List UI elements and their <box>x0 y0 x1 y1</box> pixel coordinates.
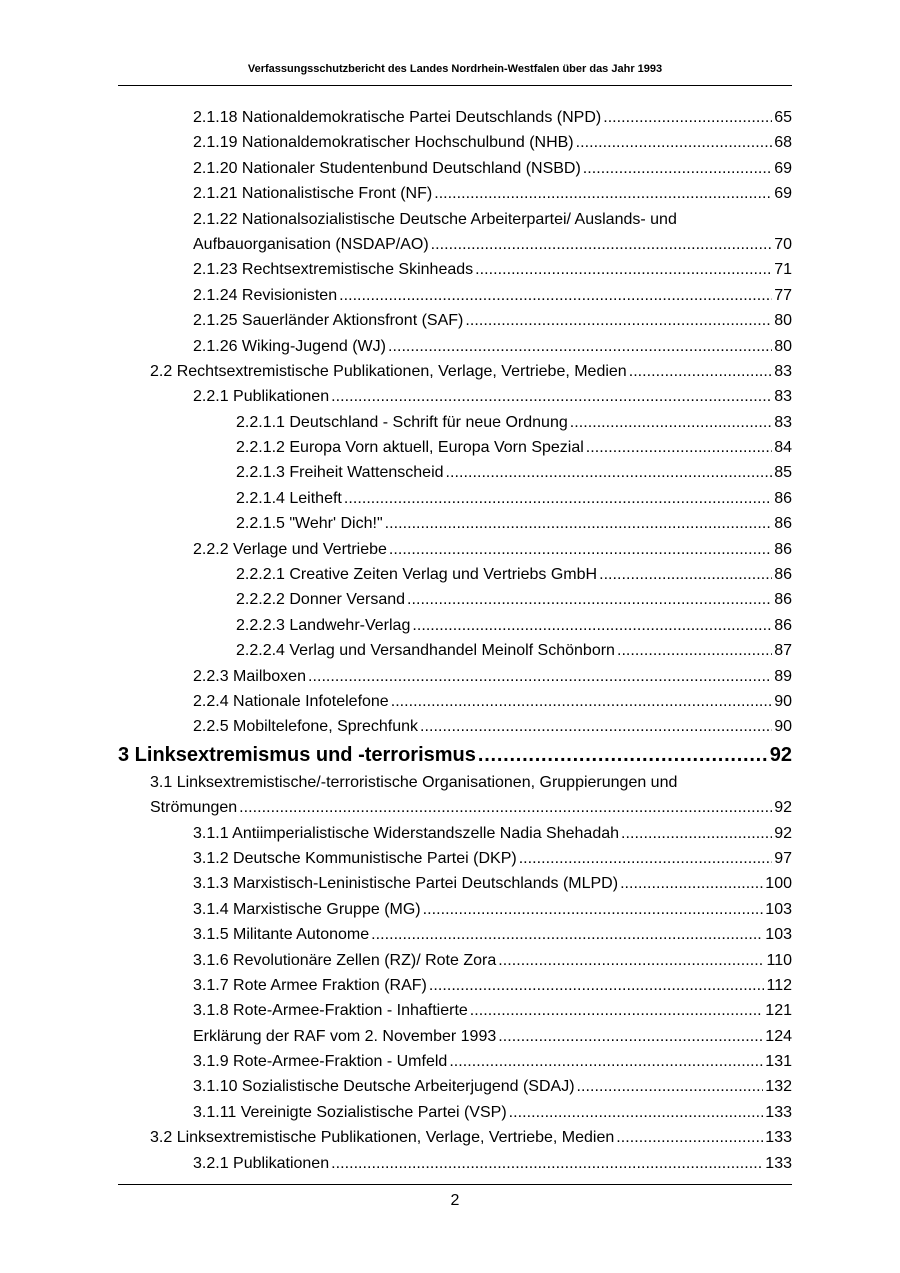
toc-entry-page: 112 <box>766 976 792 994</box>
toc-entry-title: 3.1.7 Rote Armee Fraktion (RAF) <box>193 976 427 994</box>
toc-entry <box>0 1074 792 1099</box>
toc-entry-title: 2.2.4 Nationale Infotelefone <box>193 693 389 710</box>
dot-leader <box>621 821 772 846</box>
toc-entry <box>0 638 792 663</box>
toc-entry-page: 83 <box>774 413 792 431</box>
toc-entry <box>0 460 792 485</box>
toc-entry <box>0 181 792 206</box>
toc-entry-title: 2.1.24 Revisionisten <box>193 286 338 304</box>
toc-entry <box>0 770 792 821</box>
toc-entry-page: 69 <box>774 185 792 203</box>
toc-entry <box>0 1049 792 1074</box>
toc-entry-title: Erklärung der RAF vom 2. November 1993 <box>193 1027 497 1045</box>
toc-entry <box>0 207 792 258</box>
toc-entry-title: Aufbauorganisation (NSDAP/AO) <box>193 235 429 253</box>
dot-leader <box>478 740 768 770</box>
toc-entry-title: 2.2 Rechtsextremistische Publikationen, Verlage, Vertriebe, Medien <box>150 362 627 380</box>
toc-entry-page: 86 <box>774 591 792 609</box>
toc-entry-page: 133 <box>765 1154 792 1172</box>
toc-entry-title: 2.2.1.1 Deutschland - Schrift für neue Ordnung <box>236 413 568 431</box>
dot-leader <box>239 795 772 820</box>
dot-leader <box>603 105 772 130</box>
toc-entry <box>0 486 792 511</box>
footer-rule <box>118 1184 792 1185</box>
toc-entry <box>0 664 792 689</box>
toc-entry <box>0 897 792 922</box>
toc-entry-page: 103 <box>765 926 792 944</box>
toc-entry-title: 3.1.1 Antiimperialistische Widerstandszelle Nadia Shehadah <box>193 824 620 842</box>
toc-entry-page: 100 <box>765 875 792 893</box>
toc-entry-title: 2.2.1.2 Europa Vorn aktuell, Europa Vorn Spezial <box>236 439 584 457</box>
dot-leader <box>407 587 772 612</box>
dot-leader <box>431 232 773 257</box>
dot-leader <box>570 410 772 435</box>
toc-entry <box>0 922 792 947</box>
toc-entry-page: 69 <box>774 159 792 177</box>
toc-entry-page: 132 <box>765 1078 792 1096</box>
dot-leader <box>331 1151 763 1176</box>
dot-leader <box>498 948 764 973</box>
dot-leader <box>449 1049 763 1074</box>
toc-entry <box>0 156 792 181</box>
toc-entry <box>0 871 792 896</box>
toc-entry <box>0 257 792 282</box>
toc-entry-title: 2.1.25 Sauerländer Aktionsfront (SAF) <box>193 312 464 330</box>
dot-leader <box>583 156 772 181</box>
dot-leader <box>599 562 772 587</box>
dot-leader <box>446 460 773 485</box>
toc-entry-title: 2.2.1.3 Freiheit Wattenscheid <box>236 464 444 482</box>
dot-leader <box>344 486 772 511</box>
dot-leader <box>420 714 772 739</box>
dot-leader <box>388 334 772 359</box>
toc-entry-title: 2.2.2 Verlage und Vertriebe <box>193 540 387 558</box>
dot-leader <box>498 1024 763 1049</box>
toc-entry-page: 86 <box>774 616 792 634</box>
toc-entry <box>0 562 792 587</box>
dot-leader <box>616 1125 763 1150</box>
toc-entry-page: 86 <box>774 515 792 533</box>
toc-entry <box>0 998 792 1023</box>
toc-entry-page: 110 <box>766 951 792 969</box>
toc-entry-page: 89 <box>774 667 792 685</box>
toc-entry <box>0 105 792 130</box>
toc-entry-page: 133 <box>765 1103 792 1121</box>
toc-entry <box>0 537 792 562</box>
toc-entry-title: 2.1.26 Wiking-Jugend (WJ) <box>193 337 386 355</box>
toc-entry-title: 3 Linksextremismus und -terrorismus <box>118 743 476 766</box>
toc-entry-page: 71 <box>774 261 792 279</box>
toc-entry <box>0 1151 792 1176</box>
dot-leader <box>429 973 765 998</box>
toc-entry-title: 2.2.2.2 Donner Versand <box>236 591 406 609</box>
dot-leader <box>371 922 763 947</box>
toc-entry-title: 2.2.1 Publikationen <box>193 388 330 406</box>
toc-entry <box>0 1125 792 1150</box>
table-of-contents <box>0 105 900 1176</box>
dot-leader <box>629 359 773 384</box>
toc-entry-page: 131 <box>765 1053 792 1071</box>
toc-entry-page: 87 <box>774 642 792 660</box>
toc-entry <box>0 587 792 612</box>
toc-entry-title: 3.1.10 Sozialistische Deutsche Arbeiterjugend (SDAJ) <box>193 1078 575 1096</box>
toc-entry-title: 3.2 Linksextremistische Publikationen, Verlage, Vertriebe, Medien <box>150 1129 615 1147</box>
toc-entry-title: 2.1.20 Nationaler Studentenbund Deutschland (NSBD) <box>193 159 581 177</box>
dot-leader <box>470 998 764 1023</box>
toc-entry-page: 70 <box>774 235 792 253</box>
toc-entry-page: 133 <box>765 1129 792 1147</box>
toc-entry-page: 84 <box>774 439 792 457</box>
toc-entry <box>0 130 792 155</box>
toc-entry-title-line1: 2.1.22 Nationalsozialistische Deutsche Arbeiterpartei/ Auslands- und <box>193 210 677 228</box>
toc-entry-title: 2.1.23 Rechtsextremistische Skinheads <box>193 261 474 279</box>
dot-leader <box>576 130 773 155</box>
toc-entry-page: 90 <box>774 693 792 710</box>
dot-leader <box>586 435 772 460</box>
toc-entry-title: 3.1.3 Marxistisch-Leninistische Partei Deutschlands (MLPD) <box>193 875 619 893</box>
toc-entry-title: 3.1.11 Vereinigte Sozialistische Partei (VSP) <box>193 1103 507 1121</box>
toc-entry-page: 90 <box>774 718 792 736</box>
toc-entry-page: 80 <box>774 312 792 330</box>
dot-leader <box>577 1074 764 1099</box>
toc-entry-page: 92 <box>774 799 792 817</box>
dot-leader <box>308 664 772 689</box>
running-header: Verfassungsschutzbericht des Landes Nordrhein-Westfalen über das Jahr 1993 <box>247 63 663 75</box>
dot-leader <box>385 511 773 536</box>
toc-entry-title: 2.1.18 Nationaldemokratische Partei Deutschlands (NPD) <box>193 109 602 126</box>
toc-entry-title: 2.2.3 Mailboxen <box>193 667 306 685</box>
toc-entry <box>0 410 792 435</box>
toc-entry <box>0 973 792 998</box>
toc-entry-page: 97 <box>774 849 792 867</box>
toc-entry-title: 3.2.1 Publikationen <box>193 1154 330 1172</box>
toc-entry-page: 86 <box>774 489 792 507</box>
toc-entry-title: 2.1.21 Nationalistische Front (NF) <box>193 185 433 203</box>
page-number: 2 <box>450 1192 460 1209</box>
toc-entry-title: 2.2.5 Mobiltelefone, Sprechfunk <box>193 718 419 736</box>
toc-entry-title: Strömungen <box>150 799 238 817</box>
toc-entry <box>0 613 792 638</box>
toc-entry-page: 92 <box>769 743 792 766</box>
toc-entry-title: 2.2.2.3 Landwehr-Verlag <box>236 616 411 634</box>
toc-entry-title: 3.1.6 Revolutionäre Zellen (RZ)/ Rote Zora <box>193 951 497 969</box>
toc-entry-page: 65 <box>774 109 792 126</box>
dot-leader <box>423 897 764 922</box>
toc-entry-page: 121 <box>765 1002 792 1020</box>
toc-entry-title: 2.2.2.4 Verlag und Versandhandel Meinolf Schönborn <box>236 642 615 660</box>
dot-leader <box>519 846 773 871</box>
toc-entry-title: 3.1.5 Militante Autonome <box>193 926 370 944</box>
toc-entry-title: 3.1.2 Deutsche Kommunistische Partei (DKP) <box>193 849 517 867</box>
toc-entry-title-line1: 3.1 Linksextremistische/-terroristische Organisationen, Gruppierungen und <box>150 773 678 791</box>
toc-entry <box>0 334 792 359</box>
toc-entry-title: 2.2.1.5 "Wehr' Dich!" <box>236 515 383 533</box>
toc-entry <box>0 384 792 409</box>
toc-entry-title: 2.2.2.1 Creative Zeiten Verlag und Vertriebs GmbH <box>236 566 598 584</box>
toc-entry <box>0 1024 792 1049</box>
toc-entry <box>0 740 792 770</box>
toc-entry-page: 86 <box>774 566 792 584</box>
toc-entry <box>0 435 792 460</box>
dot-leader <box>391 689 773 714</box>
dot-leader <box>475 257 772 282</box>
toc-entry <box>0 283 792 308</box>
toc-entry-page: 83 <box>774 362 792 380</box>
header-rule <box>118 85 792 86</box>
dot-leader <box>465 308 772 333</box>
toc-entry <box>0 1100 792 1125</box>
dot-leader <box>389 537 772 562</box>
dot-leader <box>412 613 772 638</box>
toc-entry <box>0 359 792 384</box>
toc-entry <box>0 948 792 973</box>
toc-entry-title: 3.1.8 Rote-Armee-Fraktion - Inhaftierte <box>193 1002 468 1020</box>
toc-entry-page: 85 <box>774 464 792 482</box>
toc-entry-title: 2.2.1.4 Leitheft <box>236 489 342 507</box>
dot-leader <box>509 1100 764 1125</box>
toc-entry <box>0 821 792 846</box>
toc-entry-title: 2.1.19 Nationaldemokratischer Hochschulbund (NHB) <box>193 134 574 152</box>
toc-entry <box>0 308 792 333</box>
dot-leader <box>620 871 763 896</box>
toc-entry-page: 83 <box>774 388 792 406</box>
toc-entry <box>0 689 792 714</box>
toc-entry-page: 86 <box>774 540 792 558</box>
toc-entry-page: 68 <box>774 134 792 152</box>
toc-entry-page: 124 <box>765 1027 792 1045</box>
toc-entry-page: 77 <box>774 286 792 304</box>
dot-leader <box>339 283 772 308</box>
toc-entry <box>0 846 792 871</box>
toc-entry-title: 3.1.9 Rote-Armee-Fraktion - Umfeld <box>193 1053 448 1071</box>
toc-entry-page: 80 <box>774 337 792 355</box>
toc-entry <box>0 511 792 536</box>
toc-entry <box>0 714 792 739</box>
toc-entry-page: 92 <box>774 824 792 842</box>
dot-leader <box>434 181 772 206</box>
toc-entry-title: 3.1.4 Marxistische Gruppe (MG) <box>193 900 421 918</box>
toc-entry-page: 103 <box>765 900 792 918</box>
dot-leader <box>617 638 772 663</box>
dot-leader <box>331 384 772 409</box>
